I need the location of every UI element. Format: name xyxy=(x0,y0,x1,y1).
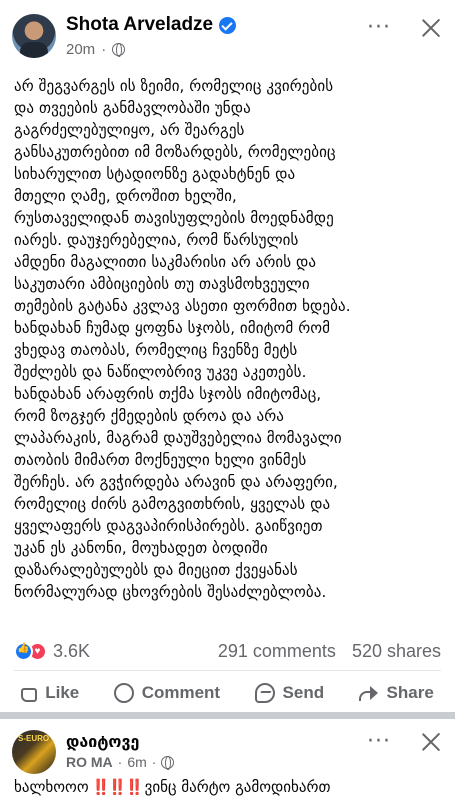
divider xyxy=(14,670,441,671)
like-label: Like xyxy=(45,683,80,702)
send-label: Send xyxy=(282,683,325,702)
exclamation-emoji-icon: ‼️‼️‼️ xyxy=(91,778,142,796)
author-name[interactable]: Shota Arveladze xyxy=(66,14,214,35)
next-post-text-start: ხალხოოო xyxy=(14,778,89,796)
post-meta xyxy=(66,41,125,58)
verified-badge-icon xyxy=(219,17,236,34)
next-post-header-actions xyxy=(367,729,441,754)
messenger-icon xyxy=(255,683,275,703)
globe-icon xyxy=(161,756,174,769)
next-post xyxy=(0,720,455,800)
more-options-icon[interactable]: ··· xyxy=(367,15,391,40)
comment-button[interactable] xyxy=(114,683,220,703)
engagement-counts xyxy=(218,641,441,662)
author-avatar[interactable] xyxy=(12,14,56,58)
globe-icon xyxy=(112,43,125,56)
post-header-actions xyxy=(367,15,441,40)
avatar-badge-text: S-EURO xyxy=(18,734,50,743)
post-stats xyxy=(0,634,455,668)
reactions-summary[interactable] xyxy=(14,641,90,662)
feed-separator xyxy=(0,712,455,719)
page-name[interactable]: დაიტოვე xyxy=(66,732,140,751)
send-button[interactable] xyxy=(255,683,325,703)
share-arrow-icon xyxy=(359,685,379,701)
like-button[interactable] xyxy=(21,683,79,703)
meta-dot: · xyxy=(101,41,107,58)
share-button[interactable] xyxy=(359,683,434,703)
post-body-text: არ შეგვარგეს ის ზეიმი, რომელიც კვირების და თვეების განმავლობაში უნდა გაგრძელებულიყო, არ შეარგეს განსაკუთრებით იმ მოზარდებს, რომელებიც სიხარულით სტადიონზე გადახტნენ და მთელი ღამე, დროშით ხელში, რუსთაველიდან თავისუფლების მოედნამდე იარეს. დაუჯერებელია, რომ წარსულის ამდენი მაგალითი საკმარისი არ არის და საკუთარი ამბიციების თუ თავსმოხვეული თემების გატანა კვლავ ასეთი ფორმით ხდება. ხანდახან ჩუმად ყოფნა სჯობს, იმიტომ რომ ვხედავ თაობას, რომელიც ჩვენზე მეტს შეძლებს და ნაწილობრივ უკვე აკეთებს. ხანდახან არაფრის თქმა სჯობს იმიტომაც, რომ ზოგჯერ ქმედების დროა და არა ლაპარაკის, მაგრამ დაუშვებელია მომავალი თაობის მიმართ მოქნეული ხელი ვინმეს შერჩეს. არ გვჭირდება არავინ და არაფერი, რომელიც ძირს გამოგვითხრის, ყველას და ყველაფერს დაგვაპირისპირებს. გაიწვიეთ უკან ეს კანონი, მოუხადეთ ბოდიში დაზარალებულებს და მიეცით ქვეყანას ნორმალურად ცხოვრების შესაძლებლობა. xyxy=(14,77,351,601)
meta-dot: · xyxy=(151,754,157,770)
avatar-figure xyxy=(20,42,48,58)
next-post-meta xyxy=(66,754,174,770)
close-icon[interactable] xyxy=(421,18,441,38)
page-avatar[interactable] xyxy=(12,730,56,774)
share-label: Share xyxy=(386,683,434,702)
love-reaction-icon: ♥ xyxy=(28,642,47,661)
next-post-text-rest: ვინც მარტო გამოდიხართ xyxy=(144,778,331,796)
more-options-icon[interactable]: ··· xyxy=(367,729,391,754)
meta-dot: · xyxy=(117,754,123,770)
next-post-text xyxy=(14,778,330,796)
next-post-time[interactable]: 6m xyxy=(127,754,147,770)
thumbs-up-icon xyxy=(21,688,37,702)
like-reaction-icon xyxy=(14,642,33,661)
post-time[interactable]: 20m xyxy=(66,41,96,58)
reaction-count: 3.6K xyxy=(53,641,91,661)
shares-count[interactable]: 520 shares xyxy=(351,641,441,661)
comment-label: Comment xyxy=(141,683,221,702)
comments-count[interactable]: 291 comments xyxy=(217,641,336,661)
post-actions xyxy=(0,675,455,711)
author-name-row xyxy=(66,14,236,36)
post-header xyxy=(0,0,455,70)
poster-name[interactable]: RO MA xyxy=(66,754,113,770)
close-icon[interactable] xyxy=(421,732,441,752)
comment-bubble-icon xyxy=(114,683,134,703)
